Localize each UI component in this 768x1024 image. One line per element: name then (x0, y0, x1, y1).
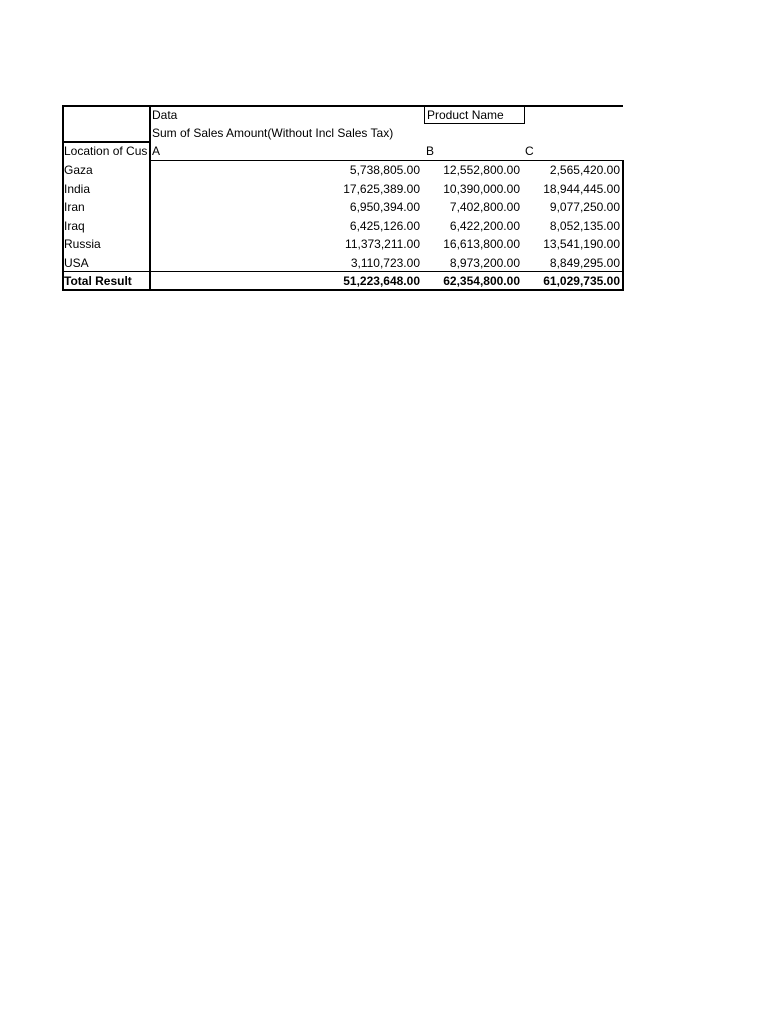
product-column-header: B (426, 144, 435, 158)
data-area-top (150, 160, 623, 161)
sales-value-cell: 9,077,250.00 (549, 200, 620, 214)
row-label-location[interactable]: Iraq (64, 219, 85, 233)
product-name-box-left (424, 106, 425, 124)
product-column-header: A (152, 144, 161, 158)
sales-value-cell: 6,950,394.00 (349, 200, 420, 214)
column-field-label[interactable]: Product Name (427, 108, 504, 122)
measure-label: Sum of Sales Amount(Without Incl Sales Tax) (152, 126, 394, 140)
sales-value-cell: 3,110,723.00 (350, 256, 420, 270)
table-border-top (62, 105, 623, 107)
row-label-location[interactable]: Gaza (64, 163, 93, 177)
total-value-a: 51,223,648.00 (343, 274, 420, 288)
sales-value-cell: 13,541,190.00 (543, 237, 620, 251)
sales-value-cell: 18,944,445.00 (543, 182, 620, 196)
table-border-left (62, 105, 64, 291)
sales-value-cell: 10,390,000.00 (443, 182, 520, 196)
total-value-c: 61,029,735.00 (543, 274, 620, 288)
sales-value-cell: 7,402,800.00 (449, 200, 520, 214)
row-label-location[interactable]: Iran (64, 200, 85, 214)
total-row-label: Total Result (64, 274, 132, 288)
data-field-label[interactable]: Data (152, 108, 178, 122)
sales-value-cell: 12,552,800.00 (443, 163, 520, 177)
sales-value-cell: 8,973,200.00 (449, 256, 520, 270)
product-name-box-bottom (424, 123, 525, 124)
sales-value-cell: 2,565,420.00 (549, 163, 620, 177)
product-name-box-right (524, 106, 525, 124)
sales-value-cell: 6,425,126.00 (349, 219, 420, 233)
total-value-b: 62,354,800.00 (443, 274, 520, 288)
sales-value-cell: 5,738,805.00 (349, 163, 420, 177)
table-border-bottom (62, 289, 624, 291)
row-field-label[interactable]: Location of Cus (64, 144, 148, 158)
sales-value-cell: 16,613,800.00 (443, 237, 520, 251)
sales-value-cell: 17,625,389.00 (343, 182, 420, 196)
sales-value-cell: 11,373,211.00 (345, 237, 420, 251)
total-row-top (62, 271, 623, 272)
row-label-location[interactable]: USA (64, 256, 89, 270)
row-label-divider (149, 105, 151, 291)
sales-value-cell: 6,422,200.00 (449, 219, 520, 233)
sales-value-cell: 8,849,295.00 (549, 256, 620, 270)
row-label-location[interactable]: Russia (64, 237, 101, 251)
row-label-location[interactable]: India (64, 182, 91, 196)
product-column-header: C (525, 144, 534, 158)
corner-box-bottom (62, 141, 151, 143)
sales-value-cell: 8,052,135.00 (549, 219, 620, 233)
